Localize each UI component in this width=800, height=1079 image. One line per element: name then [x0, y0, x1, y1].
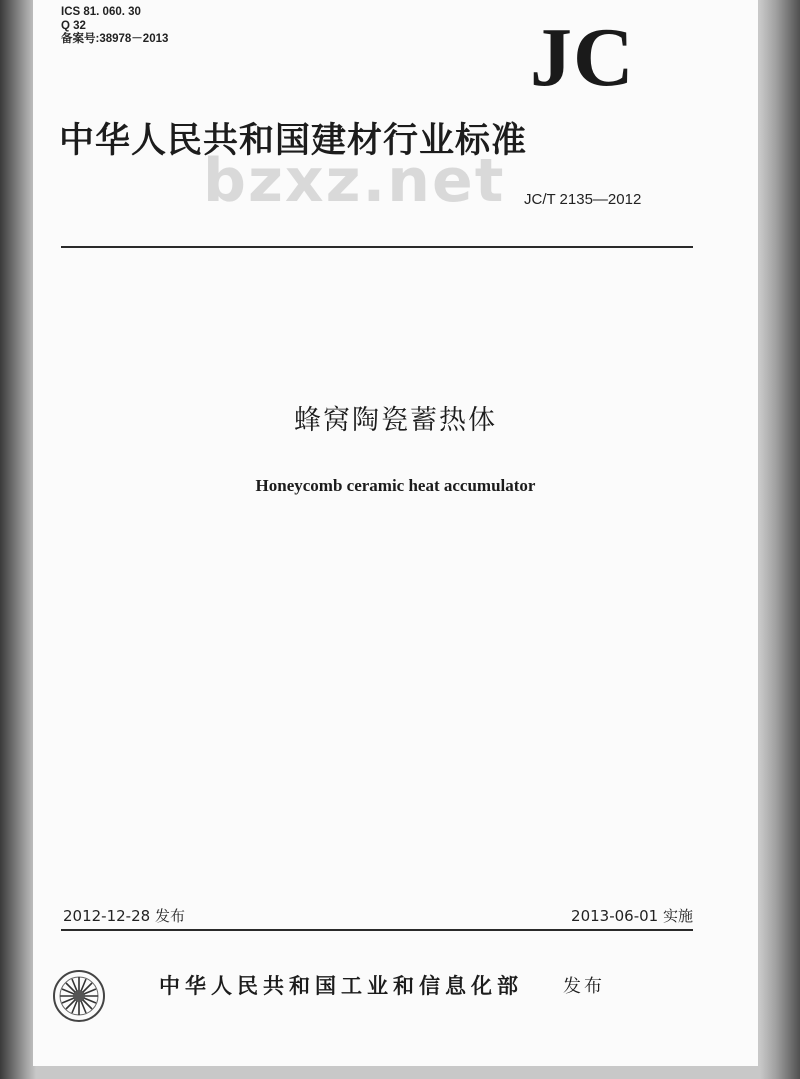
- issuer-name: 中华人民共和国工业和信息化部: [159, 974, 523, 998]
- filing-number: 备案号:38978－2013: [61, 33, 169, 45]
- top-divider: [61, 246, 693, 248]
- document-page: [33, 0, 758, 1066]
- implementation-date: 2013-06-01 实施: [571, 907, 693, 925]
- ics-code: ICS 81. 060. 30: [61, 6, 141, 18]
- bottom-divider: [61, 929, 693, 931]
- seal-emblem-icon: [51, 968, 107, 1024]
- document-title-en: Honeycomb ceramic heat accumulator: [255, 476, 536, 495]
- watermark: bzxz.net: [203, 146, 506, 216]
- document-title-cn: 蜂窝陶瓷蓄热体: [294, 405, 497, 436]
- classification-code: Q 32: [61, 19, 86, 32]
- standard-category-title: 中华人民共和国建材行业标准: [59, 121, 528, 161]
- issue-date: 2012-12-28 发布: [63, 907, 185, 925]
- issuer-action: 发布: [563, 976, 605, 997]
- standard-number: JC/T 2135—2012: [524, 191, 642, 208]
- jc-logo: JC: [530, 11, 635, 104]
- meta-block: [61, 6, 168, 47]
